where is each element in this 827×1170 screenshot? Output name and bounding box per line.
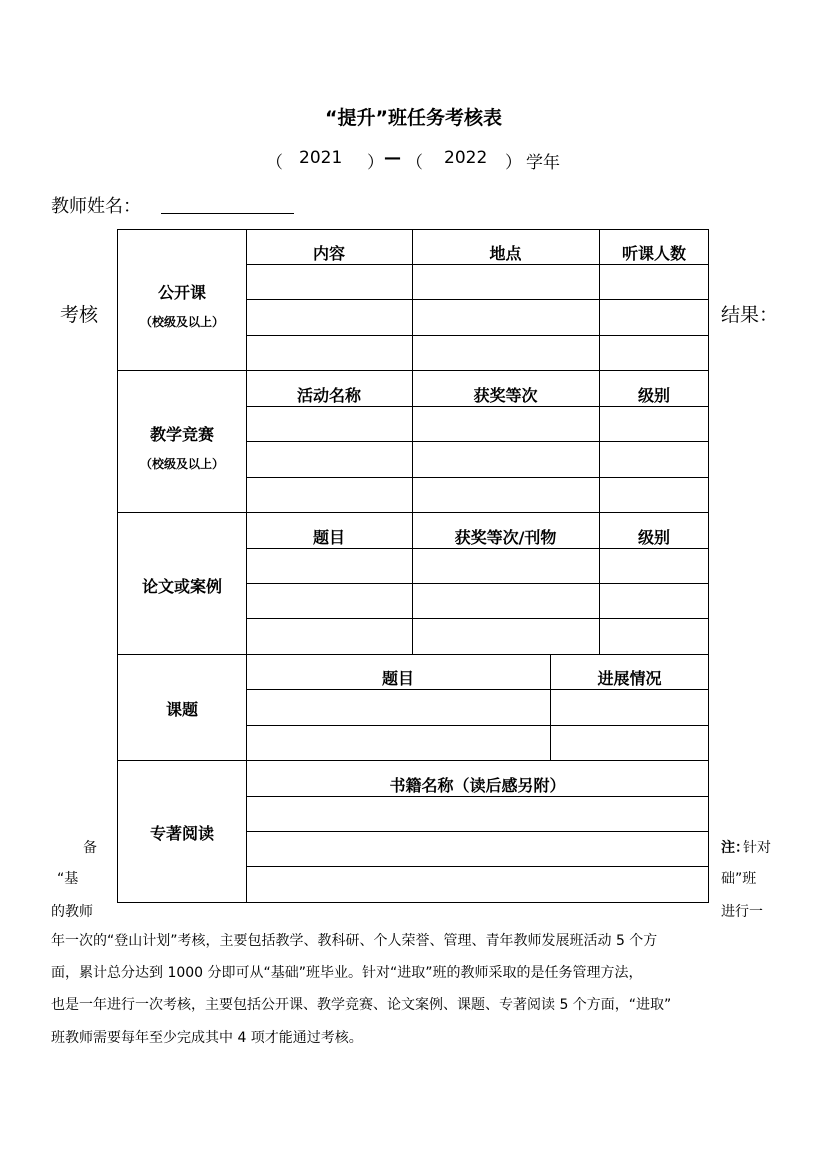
section-label-teaching-competition: 教学竞赛 <box>149 425 214 444</box>
row-divider <box>246 725 709 726</box>
note-fragment: “基 <box>57 871 79 887</box>
row-divider <box>246 618 709 619</box>
note-fragment: 础”班 <box>721 871 757 887</box>
year-end: 2022 <box>444 148 488 168</box>
teacher-name-field[interactable] <box>161 213 294 214</box>
section-sublabel-teaching-competition: （校级及以上） <box>139 457 224 471</box>
row-divider <box>246 831 709 832</box>
section-sublabel-open-class: （校级及以上） <box>139 315 224 329</box>
note-line: 也是一年进行一次考核，主要包括公开课、教学竞赛、论文案例、课题、专著阅读 5 个方面，“进取” <box>51 997 672 1013</box>
row-divider <box>246 548 709 549</box>
column-header: 书籍名称（读后感另附） <box>389 776 566 795</box>
section-divider <box>117 654 709 655</box>
table-divider <box>246 229 247 903</box>
column-header: 进展情况 <box>597 669 662 688</box>
column-header: 题目 <box>312 528 345 547</box>
year-dash: — <box>384 148 401 168</box>
year-start: 2021 <box>299 148 343 168</box>
assessment-table <box>117 229 709 903</box>
row-divider <box>246 264 709 265</box>
result-label: 结果： <box>721 304 779 326</box>
year-close-paren-1: ） <box>367 153 384 173</box>
section-label-research-topic: 课题 <box>165 700 198 719</box>
row-divider <box>246 406 709 407</box>
row-divider <box>246 866 709 867</box>
column-header: 获奖等次/刊物 <box>454 528 557 547</box>
teacher-name-label: 教师姓名： <box>51 196 141 217</box>
year-open-paren-1: （ <box>266 153 283 173</box>
column-header: 听课人数 <box>621 244 686 263</box>
note-line: 年一次的“登山计划”考核，主要包括教学、教科研、个人荣誉、管理、青年教师发展班活动 5 个方 <box>51 933 658 949</box>
column-header: 题目 <box>381 669 414 688</box>
section-divider <box>117 370 709 371</box>
note-line: 面，累计总分达到 1000 分即可从“基础”班毕业。针对“进取”班的教师采取的是任务管理方法， <box>51 965 643 981</box>
row-divider <box>246 477 709 478</box>
note-fragment: 备 <box>83 840 97 856</box>
note-fragment: 进行一 <box>721 904 763 920</box>
row-divider <box>246 689 709 690</box>
column-header: 地点 <box>489 244 522 263</box>
row-divider <box>246 441 709 442</box>
column-header: 活动名称 <box>296 386 361 405</box>
section-divider <box>117 760 709 761</box>
row-divider <box>246 796 709 797</box>
note-fragment: 针对 <box>743 840 771 856</box>
section-divider <box>117 512 709 513</box>
section-label-monograph-reading: 专著阅读 <box>149 824 214 843</box>
row-divider <box>246 335 709 336</box>
column-header: 级别 <box>637 528 670 547</box>
year-open-paren-2: （ <box>406 153 423 173</box>
section-label-open-class: 公开课 <box>157 283 206 302</box>
column-header: 级别 <box>637 386 670 405</box>
row-divider <box>246 299 709 300</box>
page-title: “提升”班任务考核表 <box>325 107 502 129</box>
column-header: 内容 <box>312 244 345 263</box>
column-header: 获奖等次 <box>473 386 538 405</box>
note-line: 班教师需要每年至少完成其中 4 项才能通过考核。 <box>51 1030 363 1046</box>
year-close-paren-2: ） <box>505 153 522 173</box>
row-divider <box>246 583 709 584</box>
year-suffix: 学年 <box>526 153 560 173</box>
assessment-label: 考核 <box>60 304 99 326</box>
section-label-paper-or-case: 论文或案例 <box>141 577 222 596</box>
note-fragment: 注： <box>721 840 749 856</box>
note-fragment: 的教师 <box>51 904 93 920</box>
